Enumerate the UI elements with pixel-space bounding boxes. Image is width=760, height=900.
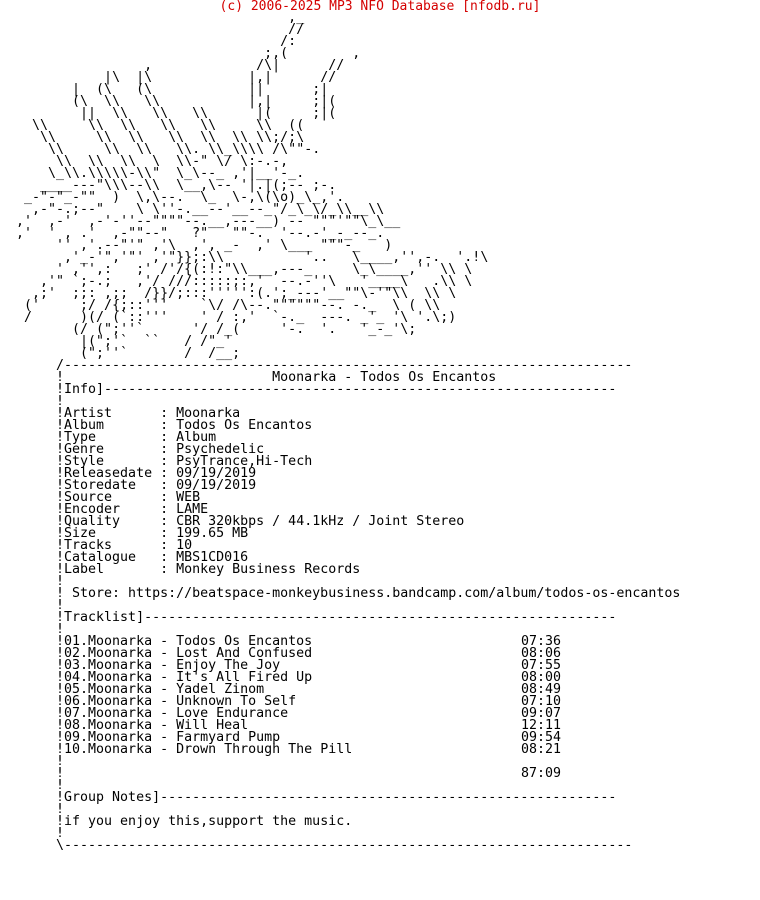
store-link[interactable]: Store: https://beatspace-monkeybusiness.bandcamp.com/album/todos-os-encantos xyxy=(72,586,681,601)
track-title: 02.Moonarka - Lost And Confused xyxy=(64,646,313,661)
group-notes-section-header: !Group Notes]--------------------------------------------------------- xyxy=(56,790,617,805)
spacer: ! xyxy=(56,622,65,637)
info-section-label: Info xyxy=(64,382,97,397)
spacer: ! xyxy=(56,394,65,409)
border-char: ! xyxy=(56,682,65,697)
spacer: ! xyxy=(56,826,65,841)
tracklist-section-header: !Tracklist]----------------------------------------------------------- xyxy=(56,610,617,625)
info-key: Tracks xyxy=(64,538,113,553)
border-char: ! xyxy=(56,694,65,709)
spacer: ! xyxy=(56,574,65,589)
border-char: ! xyxy=(56,706,65,721)
info-value: CBR 320kbps / 44.1kHz / Joint Stereo xyxy=(176,514,465,529)
info-value: LAME xyxy=(176,502,209,517)
info-key: Quality xyxy=(64,514,121,529)
bottom-border: \----------------------------------------------------------------------- xyxy=(56,838,633,853)
border-char: ! xyxy=(56,502,65,517)
info-value: 199.65 MB xyxy=(176,526,249,541)
info-sep: : xyxy=(112,406,177,421)
info-sep: : xyxy=(152,466,177,481)
border-char: ! xyxy=(56,634,65,649)
info-sep: : xyxy=(96,526,177,541)
site-header: (c) 2006-2025 MP3 NFO Database [nfodb.ru] xyxy=(219,0,541,14)
border-char: ! xyxy=(56,466,65,481)
border-char: ! xyxy=(56,418,65,433)
border-char: ! xyxy=(56,442,65,457)
spacer: ! xyxy=(56,598,65,613)
info-key: Album xyxy=(64,418,105,433)
info-key: Style xyxy=(64,454,105,469)
border-char: ! xyxy=(56,526,65,541)
info-sep: : xyxy=(136,478,177,493)
border-char: ! xyxy=(56,538,65,553)
border-char: ! xyxy=(56,730,65,745)
info-key: Type xyxy=(64,430,97,445)
border-char: ! xyxy=(56,658,65,673)
info-value: WEB xyxy=(176,490,201,505)
info-key: Storedate xyxy=(64,478,137,493)
info-key: Catalogue xyxy=(64,550,137,565)
info-value: 09/19/2019 xyxy=(176,478,257,493)
top-border: /----------------------------------------------------------------------- xyxy=(56,358,633,373)
info-sep: : xyxy=(104,454,177,469)
total-duration: 87:09 xyxy=(521,766,562,781)
spacer: ! xyxy=(56,802,65,817)
track-duration: 09:07 xyxy=(521,706,562,721)
info-value: Album xyxy=(176,430,217,445)
info-value: Moonarka xyxy=(176,406,241,421)
track-duration: 07:36 xyxy=(521,634,562,649)
info-key: Source xyxy=(64,490,113,505)
border-char: ! xyxy=(56,646,65,661)
info-sep: : xyxy=(112,538,177,553)
track-duration: 07:10 xyxy=(521,694,562,709)
info-row xyxy=(56,564,680,576)
track-title: 06.Moonarka - Unknown To Self xyxy=(64,694,297,709)
track-duration: 08:06 xyxy=(521,646,562,661)
tracklist-section-label: Tracklist xyxy=(64,610,137,625)
border-char: ! xyxy=(56,514,65,529)
total-row: ! 87:09 xyxy=(56,766,562,781)
info-sep: : xyxy=(120,502,177,517)
info-value: Todos Os Encantos xyxy=(176,418,313,433)
track-title: 08.Moonarka - Will Heal xyxy=(64,718,249,733)
info-sep: : xyxy=(104,562,177,577)
border-char: ! xyxy=(56,454,65,469)
info-section-header: !Info]---------------------------------------------------------------- xyxy=(56,382,617,397)
info-sep: : xyxy=(104,418,177,433)
track-duration: 07:55 xyxy=(521,658,562,673)
info-sep: : xyxy=(120,514,177,529)
info-sep: : xyxy=(96,430,177,445)
group-notes-row: !if you enjoy this,support the music. xyxy=(56,814,353,829)
info-value: Psychedelic xyxy=(176,442,265,457)
info-key: Encoder xyxy=(64,502,121,517)
track-duration: 08:00 xyxy=(521,670,562,685)
track-duration: 12:11 xyxy=(521,718,562,733)
spacer: ! xyxy=(56,778,65,793)
track-title: 09.Moonarka - Farmyard Pump xyxy=(64,730,281,745)
border-char: ! xyxy=(56,718,65,733)
border-char: ! xyxy=(56,478,65,493)
info-value: 10 xyxy=(176,538,193,553)
group-notes-text: if you enjoy this,support the music. xyxy=(64,814,353,829)
border-char: ! xyxy=(56,430,65,445)
info-key: Genre xyxy=(64,442,105,457)
track-title: 05.Moonarka - Yadel Zinom xyxy=(64,682,265,697)
nfo-body xyxy=(56,360,680,852)
store-row: ! Store: https://beatspace-monkeybusiness.bandcamp.com/album/todos-os-encantos xyxy=(56,586,681,601)
border-char: ! xyxy=(56,490,65,505)
border-char: ! xyxy=(56,742,65,757)
info-value: MBS1CD016 xyxy=(176,550,249,565)
info-key: Releasedate xyxy=(64,466,153,481)
spacer: ! xyxy=(56,754,65,769)
info-sep: : xyxy=(112,490,177,505)
info-key: Size xyxy=(64,526,97,541)
release-title: Moonarka - Todos Os Encantos xyxy=(272,370,497,385)
info-value: PsyTrance,Hi-Tech xyxy=(176,454,313,469)
info-list xyxy=(56,408,680,576)
border-char: ! xyxy=(56,670,65,685)
info-sep: : xyxy=(104,442,177,457)
track-row xyxy=(56,744,680,756)
track-list xyxy=(56,636,680,756)
track-title: 10.Moonarka - Drown Through The Pill xyxy=(64,742,353,757)
track-title: 01.Moonarka - Todos Os Encantos xyxy=(64,634,313,649)
info-value: 09/19/2019 xyxy=(176,466,257,481)
info-value: Monkey Business Records xyxy=(176,562,361,577)
info-key: Artist xyxy=(64,406,113,421)
border-char: ! xyxy=(56,550,65,565)
track-title: 07.Moonarka - Love Endurance xyxy=(64,706,289,721)
border-char: ! xyxy=(56,406,65,421)
track-duration: 08:49 xyxy=(521,682,562,697)
track-duration: 08:21 xyxy=(521,742,562,757)
ascii-art-logo: ,_ // /: ;,( , , /\| // |\ |\ |,| // | (\ (\ || ;| (\ \\ \\ |,| ;|( || \\ \\ \\ |( ;|( \\ \\ \\ \\ \\ \\ (( \\ \\ \\ \\ \\ \\ \\;/;\ \\ \\ \\ \\. \\_\\\\ /\""-. \\ \\ \\ \ \\-" \/ \:-.-, \_\\.\\\\\-\\" \_\--_ ,'|__'-_. ____---"\\\--\\ \__,\-- '|.|(;-- ;-. _-"-"_-"" ) \,\--. \_ \-,\(\o)_\_,'. ,-"-.;--" \ \''-.__--'__--_"/_\_\/_\\__\\ ,' ,-' ,-'-''--""""--.__,---__) -- """'""\_\__ ,' ' , .' ,-""--" ?" ""-. '--.-'_-_--_. '' ,'.--"'" ,'\ ,', _- ,' \___ """-_ ) ,'_-'",'"' ,'"}};:\\ '.. \____,'',-. '.!\ ' ,'',: ;' /'/{(:!:"\\___,---_ \_\____,'' \\ \ ,'" `;-.; ,'/ ///:::::;:,' --.-''\ '____\ .\\ \ ,;' ;;: ,;; /}}/;:::''''':(.';_---'__""\-'"\\ \\ \ (' ;/ /{;::''' `\/ /\--.""""""--. -._ \ ( \\ / )(/ (`::''' ' / :,' `-._ ---. _'_ '\ '.\;) (/ (";''` '/ /_( '-. '. '_-_'\; |(";'` `` / /"_' (";''` / /__; xyxy=(16,10,489,361)
info-key: Label xyxy=(64,562,105,577)
border-char: ! xyxy=(56,562,65,577)
track-title: 04.Moonarka - It's All Fired Up xyxy=(64,670,313,685)
track-duration: 09:54 xyxy=(521,730,562,745)
info-sep: : xyxy=(136,550,177,565)
track-title: 03.Moonarka - Enjoy The Joy xyxy=(64,658,281,673)
title-row: ! Moonarka - Todos Os Encantos xyxy=(56,370,497,385)
group-notes-section-label: Group Notes xyxy=(64,790,153,805)
